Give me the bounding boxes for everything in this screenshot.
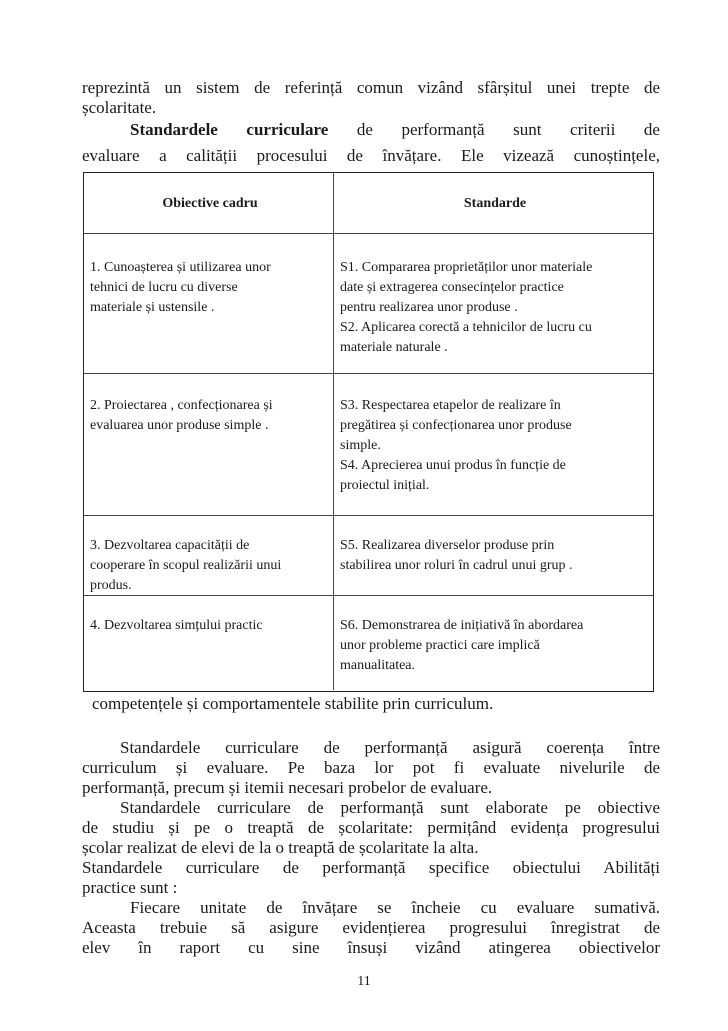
cell-line: S5. Realizarea diverselor produse prin [340,538,555,553]
header-objectives: Obiective cadru [162,196,258,211]
text-line: evaluare a calității procesului de învățare. Ele vizează cunoștințele, [82,146,660,165]
column-divider [333,234,334,373]
standards-cell [340,536,650,595]
cell-line: pentru realizarea unor produse . [340,300,518,315]
text-line: competențele și comportamentele stabilite prin curriculum. [92,694,494,713]
cell-line: materiale naturale . [340,340,448,355]
cell-line: cooperare în scopul realizării unui [90,558,282,573]
objective-cell [90,536,330,595]
text-line: Fiecare unitate de învățare se încheie cu evaluare sumativă. [130,898,660,917]
standards-cell [340,258,650,373]
page-number: 11 [357,974,371,989]
text-line: performanță, precum și itemii necesari probelor de evaluare. [82,778,493,797]
cell-line: S6. Demonstrarea de inițiativă în abordarea [340,618,584,633]
text-line: Standardele curriculare de performanță sunt elaborate pe obiective [120,798,660,817]
cell-line: simple. [340,438,381,453]
cell-line: S4. Aprecierea unui produs în funcție de [340,458,566,473]
cell-line: 1. Cunoașterea și utilizarea unor [90,260,271,275]
objective-cell [90,616,330,690]
cell-line: materiale și ustensile . [90,300,215,315]
cell-line: pregătirea și confecționarea unor produse [340,418,572,433]
standards-table [83,172,654,692]
table-row [84,515,653,595]
cell-line: tehnici de lucru cu diverse [90,280,238,295]
table-row [84,233,653,373]
cell-line: 3. Dezvoltarea capacității de [90,538,250,553]
cell-line: manualitatea. [340,658,416,673]
text-line: reprezintă un sistem de referință comun vizând sfârșitul unei trepte de [82,78,660,97]
column-divider [333,516,334,595]
table-row [84,373,653,515]
cell-line: date și extragerea consecințelor practice [340,280,564,295]
header-standards: Standarde [463,196,527,211]
column-divider [333,173,334,233]
table-row [84,595,653,690]
column-divider [333,596,334,690]
text-line: curriculum și evaluare. Pe baza lor pot fi evaluate nivelurile de [82,758,660,777]
cell-line: evaluarea unor produse simple . [90,418,269,433]
text-line: Aceasta trebuie să asigure evidențierea progresului înregistrat de [82,918,660,937]
cell-line: proiectul inițial. [340,478,430,493]
text-line: școlar realizat de elevi de la o treaptă de școlaritate la alta. [82,838,479,857]
column-divider [333,374,334,515]
cell-line: S2. Aplicarea corectă a tehnicilor de lucru cu [340,320,592,335]
text-line [82,120,660,140]
objective-cell [90,258,330,373]
text-line: școlaritate. [82,98,157,117]
objective-cell [90,396,330,515]
cell-line: 2. Proiectarea , confecționarea și [90,398,273,413]
standards-cell [340,396,650,515]
cell-line: 4. Dezvoltarea simțului practic [90,618,263,633]
text-line: Standardele curriculare de performanță specifice obiectului Abilități [82,858,660,877]
text-span: de performanță sunt criterii de [328,120,660,139]
cell-line: stabilirea unor roluri în cadrul unui grup . [340,558,573,573]
text-line: Standardele curriculare de performanță asigură coerența între [120,738,660,757]
table-header-row [84,173,653,233]
cell-line: S3. Respectarea etapelor de realizare în [340,398,561,413]
cell-line: unor probleme practici care implică [340,638,540,653]
text-line: practice sunt : [82,878,178,897]
standards-cell [340,616,650,690]
bold-term: Standardele curriculare [130,120,329,139]
text-line: de studiu și pe o treaptă de școlaritate: permițând evidența progresului [82,818,660,837]
cell-line: S1. Compararea proprietăților unor materiale [340,260,593,275]
cell-line: produs. [90,578,132,593]
text-line: elev în raport cu sine însuși vizând atingerea obiectivelor [82,938,660,957]
